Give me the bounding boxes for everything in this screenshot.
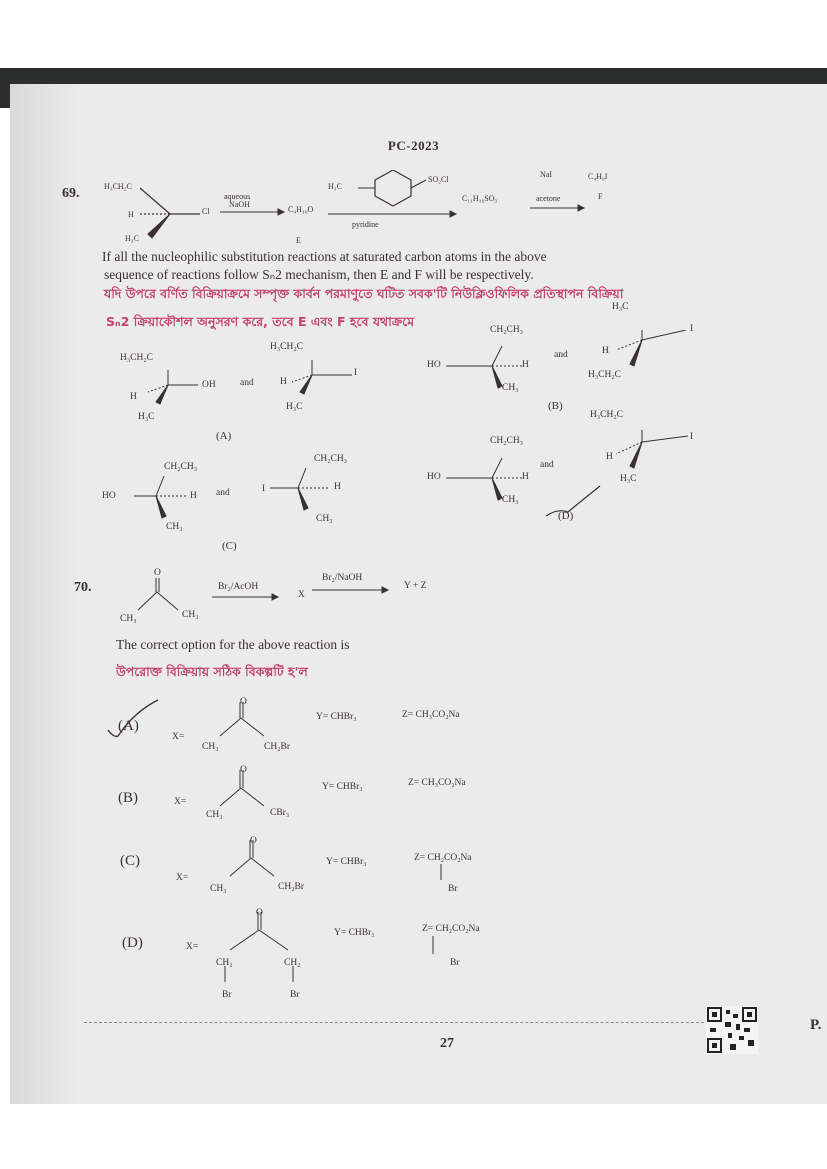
q70-a-x: X= — [172, 732, 185, 742]
page-header-code: PC-2023 — [387, 138, 440, 153]
q70-b-y: Y= CHBr₃ — [322, 782, 363, 792]
q69-a-m1-right: OH — [202, 380, 216, 390]
q70-option-d-label: (D) — [122, 935, 143, 951]
q69-b-m1-bottom: CH₃ — [502, 383, 519, 393]
q69-a-m2-bottom: H₃C — [286, 402, 303, 412]
q69-text-en-2: sequence of reactions follow Sₙ2 mechanism, then E and F will be respectively. — [104, 267, 534, 282]
q69-tosyl-so2cl: SO₂Cl — [428, 175, 449, 184]
q70-option-b-label: (B) — [118, 790, 138, 806]
q69-c-m2-left: I — [262, 484, 266, 494]
q70-c-right: CH₂Br — [278, 882, 305, 892]
q70-c-o: O — [250, 836, 257, 846]
q69-a-m2-right: I — [354, 368, 358, 378]
q70-intermediate-x: X — [298, 590, 305, 600]
q70-c-y: Y= CHBr₃ — [326, 857, 367, 867]
footer-divider — [84, 1022, 744, 1023]
q70-option-c-label: (C) — [120, 853, 140, 869]
q69-b-m1-right: H — [522, 360, 529, 370]
q69-text-en-1: If all the nucleophilic substitution reactions at saturated carbon atoms in the above — [102, 249, 547, 264]
q69-a-m2-left: H — [280, 377, 287, 387]
q70-b-right: CBr₃ — [270, 808, 290, 818]
q69-product3-tag: F — [598, 192, 603, 201]
q69-a-m1-top: H₃CH₂C — [120, 353, 154, 363]
q69-text-bn-2: Sₙ2 ক্রিয়াকৌশল অনুসরণ করে, তবে E এবং F হবে যথাক্রমে — [106, 314, 415, 329]
q69-reagent3-top: NaI — [540, 170, 552, 179]
q69-bond-1 — [140, 188, 170, 214]
q69-product1-tag: E — [296, 236, 301, 245]
q69-reagent3-bottom: acetone — [536, 194, 561, 203]
q69-reactant-top: H₃CH₂C — [104, 182, 132, 191]
q70-b-left: CH₃ — [206, 810, 223, 820]
q70-c-z-sub: Br — [448, 884, 458, 894]
q69-d-m2-top: H₃CH₂C — [590, 410, 624, 420]
q69-c-m2-bottom: CH₃ — [316, 514, 333, 524]
q70-reagent-1: Br₂/AcOH — [218, 582, 259, 592]
q69-option-b-label: (B) — [548, 400, 563, 412]
q70-b-z: Z= CH₃CO₂Na — [408, 778, 466, 788]
q69-a-m2-top: H₃CH₂C — [270, 342, 304, 352]
q70-d-y: Y= CHBr₃ — [334, 928, 375, 938]
q69-reagent1-bottom: NaOH — [229, 200, 250, 209]
q70-a-right: CH₂Br — [264, 742, 291, 752]
q69-d-m1-right: H — [522, 472, 529, 482]
q70-d-x: X= — [186, 942, 199, 952]
q69-reagent2-bottom: pyridine — [352, 220, 379, 229]
q69-reactant-bottom: H₃C — [125, 234, 139, 243]
q69-c-m1-top: CH₂CH₃ — [164, 462, 198, 472]
q70-text-bn: উপরোক্ত বিক্রিয়ায় সঠিক বিকল্পটি হ'ল — [116, 664, 308, 679]
q69-c-m1-bottom: CH₃ — [166, 522, 183, 532]
q69-benzene-ring — [375, 170, 411, 206]
q69-b-m2-right: I — [690, 324, 694, 334]
q70-option-a-label: (A) — [118, 718, 139, 734]
q70-text-en: The correct option for the above reaction is — [116, 637, 350, 652]
q70-d-right: CH₂ — [284, 958, 301, 968]
q70-products: Y + Z — [404, 581, 427, 591]
q70-reagent-2: Br₂/NaOH — [322, 573, 363, 583]
q69-d-and: and — [540, 460, 554, 470]
q70-d-left: CH₂ — [216, 958, 233, 968]
q70-reactant-ch3-left: CH₃ — [120, 614, 137, 624]
q69-d-m2-left: H — [606, 452, 613, 462]
q69-c-m2-right: H — [334, 482, 341, 492]
q70-number: 70. — [74, 580, 92, 595]
q69-b-m2-left: H — [602, 346, 609, 356]
q69-wedge-bond — [148, 214, 170, 238]
q69-b-m2-top: H₃C — [612, 302, 629, 312]
q70-a-left: CH₃ — [202, 742, 219, 752]
q69-number: 69. — [62, 186, 80, 201]
q69-reactant-h: H — [128, 210, 134, 219]
q70-a-y: Y= CHBr₃ — [316, 712, 357, 722]
q69-d-m1-bottom: CH₃ — [502, 495, 519, 505]
q70-c-z: Z= CH₂CO₂Na — [414, 853, 472, 863]
q69-option-d-label: (D) — [558, 510, 574, 522]
page-number: 27 — [440, 1036, 454, 1051]
q69-d-m2-bottom: H₃C — [620, 474, 637, 484]
q70-c-x: X= — [176, 873, 189, 883]
q70-reactant-ch3-right: CH₃ — [182, 610, 199, 620]
q69-b-m2-bottom: H₃CH₂C — [588, 370, 622, 380]
q69-a-m1-bottom: H₃C — [138, 412, 155, 422]
q69-a-m1-left: H — [130, 392, 137, 402]
q69-options-structures — [90, 330, 730, 560]
q69-product2: C₁₁H₁₆SO₃ — [462, 194, 498, 203]
q70-d-left-sub: Br — [222, 990, 232, 1000]
q70-b-o: O — [240, 765, 247, 775]
page-corner-mark: P. — [810, 1017, 822, 1033]
q69-tosyl-ch3: H₃C — [328, 182, 342, 191]
q69-d-m2-right: I — [690, 432, 694, 442]
q70-d-right-sub: Br — [290, 990, 300, 1000]
q69-c-m2-top: CH₂CH₃ — [314, 454, 348, 464]
q69-reactant-cl: Cl — [202, 207, 210, 216]
q69-d-m1-top: CH₂CH₃ — [490, 436, 524, 446]
q69-c-m1-left: HO — [102, 491, 116, 501]
q69-reagent1-top: aqueous — [224, 192, 251, 201]
q70-reactant-o: O — [154, 568, 161, 578]
q69-option-c-label: (C) — [222, 540, 237, 552]
q69-product1: C₄H₁₀O — [288, 205, 314, 214]
q69-b-m1-top: CH₂CH₃ — [490, 325, 524, 335]
qr-code-icon — [706, 1006, 758, 1054]
q69-option-a-label: (A) — [216, 430, 232, 442]
q70-reaction-scheme — [120, 570, 420, 630]
q69-c-and: and — [216, 488, 230, 498]
q70-d-z: Z= CH₂CO₂Na — [422, 924, 480, 934]
q69-d-m1-left: HO — [427, 472, 441, 482]
q69-a-and: and — [240, 378, 254, 388]
q69-c-m1-right: H — [190, 491, 197, 501]
q69-b-and: and — [554, 350, 568, 360]
q70-d-z-sub: Br — [450, 958, 460, 968]
q70-a-z: Z= CH₃CO₂Na — [402, 710, 460, 720]
q69-reaction-scheme — [90, 170, 730, 260]
q69-b-m1-left: HO — [427, 360, 441, 370]
q69-product3: C₄H₉I — [588, 172, 608, 181]
q70-b-x: X= — [174, 797, 187, 807]
q70-a-o: O — [240, 697, 247, 707]
q69-text-bn-1: যদি উপরে বর্ণিত বিক্রিয়াক্রমে সম্পৃক্ত কার্বন পরমাণুতে ঘটিত সবক'টি নিউক্লিওফিলিক প্রতিস্থাপন বিক্রিয়া — [104, 286, 624, 301]
q70-d-o: O — [256, 908, 263, 918]
q70-c-left: CH₃ — [210, 884, 227, 894]
